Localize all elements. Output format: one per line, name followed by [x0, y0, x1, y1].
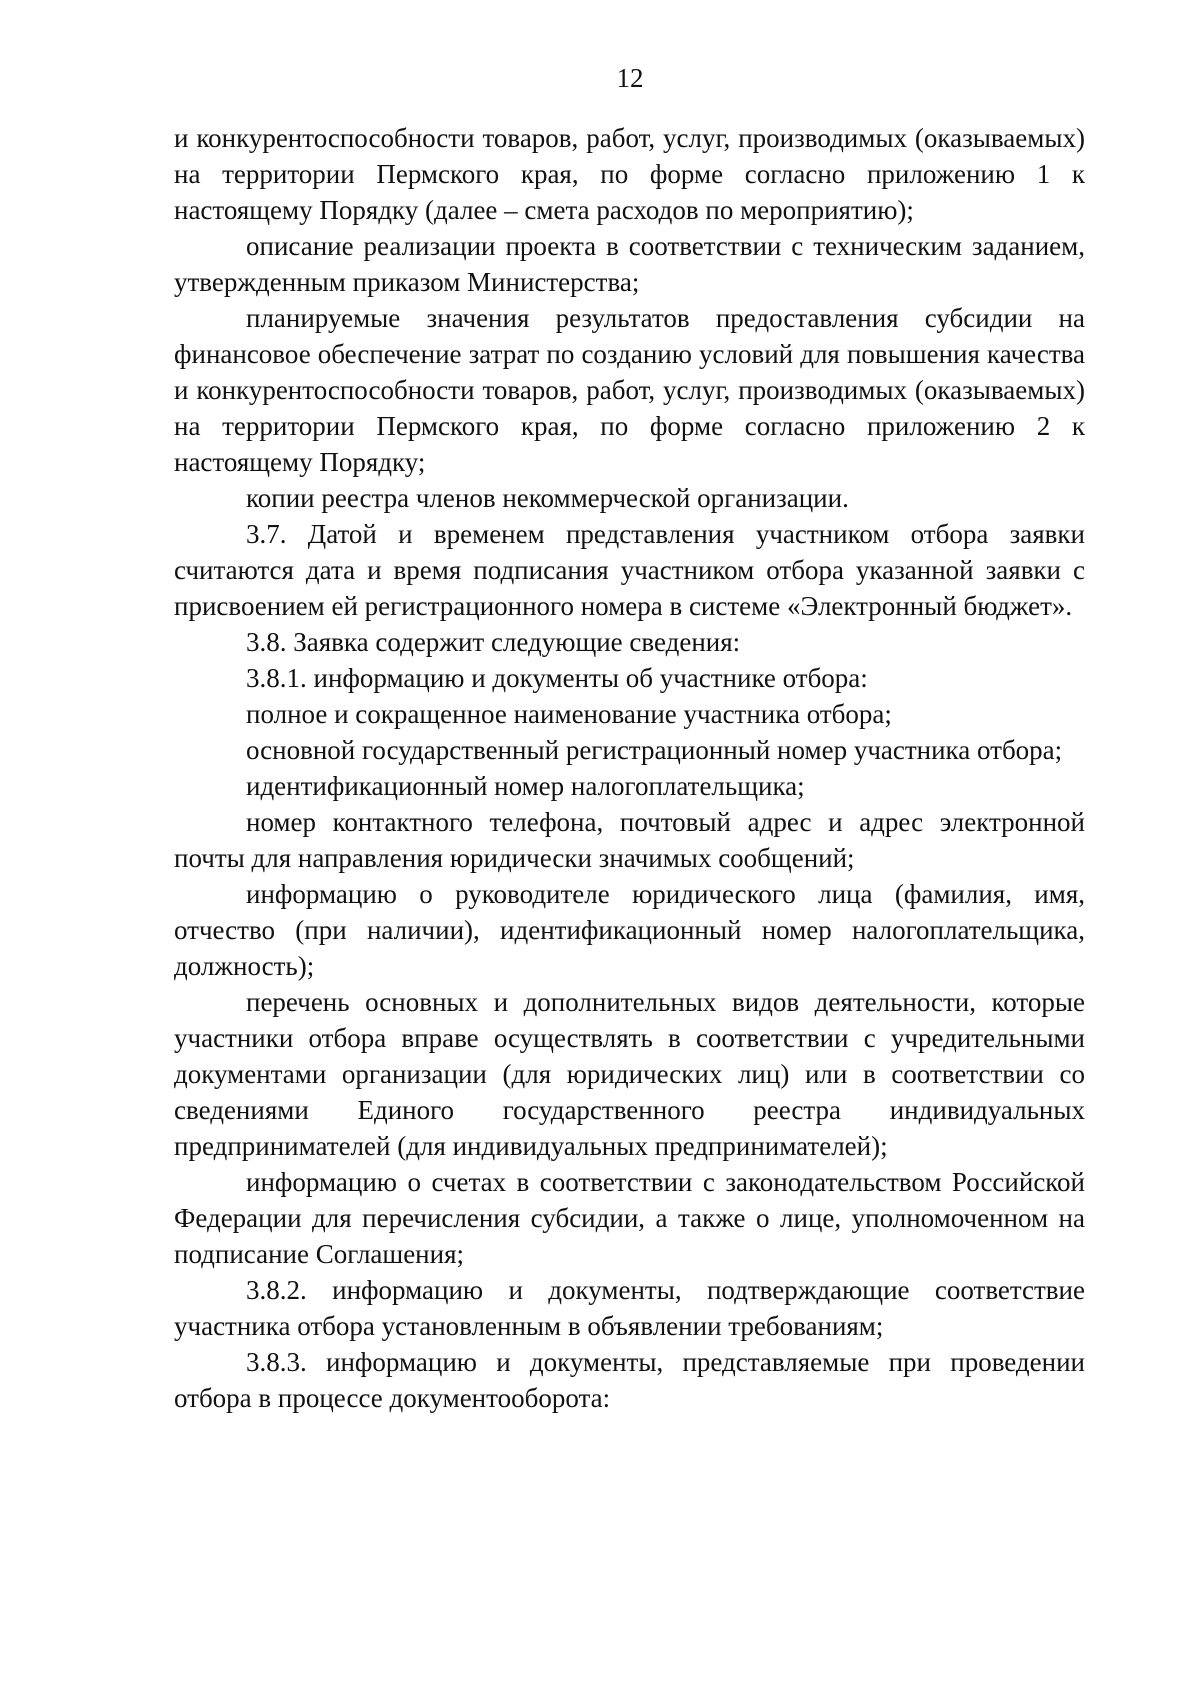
- document-body: [174, 120, 1085, 1416]
- paragraph-member-registry: копии реестра членов некоммерческой организации.: [246, 483, 849, 513]
- paragraph-full-name: полное и сокращенное наименование участника отбора;: [246, 699, 892, 729]
- paragraph-estimate-continuation: и конкурентоспособности товаров, работ, услуг, производимых (оказываемых) на территории Пермского края, по форме согласно приложению 1 к настоящему Порядку (далее – смета расходов по мероприятию);: [174, 123, 1085, 225]
- paragraph-planned-results: планируемые значения результатов предоставления субсидии на финансовое обеспечение затрат по созданию условий для повышения качества и конкурентоспособности товаров, работ, услуг, производимых (оказываемых) на территории Пермского края, по форме согласно приложению 2 к настоящему Порядку;: [174, 303, 1085, 477]
- page-number: 12: [616, 63, 644, 93]
- paragraph-contacts: номер контактного телефона, почтовый адрес и адрес электронной почты для направления юридически значимых сообщений;: [174, 807, 1085, 873]
- paragraph-3-8-2: 3.8.2. информацию и документы, подтверждающие соответствие участника отбора установленным в объявлении требованиям;: [174, 1275, 1085, 1341]
- paragraph-director-info: информацию о руководителе юридического лица (фамилия, имя, отчество (при наличии), идентификационный номер налогоплательщика, должность);: [174, 879, 1085, 981]
- paragraph-project-description: описание реализации проекта в соответствии с техническим заданием, утвержденным приказом Министерства;: [174, 231, 1085, 297]
- paragraph-ogrn: основной государственный регистрационный номер участника отбора;: [246, 735, 1063, 765]
- paragraph-3-8-3: 3.8.3. информацию и документы, представляемые при проведении отбора в процессе документооборота:: [174, 1347, 1085, 1413]
- paragraph-3-8-1: 3.8.1. информацию и документы об участнике отбора:: [246, 663, 868, 693]
- paragraph-3-7: 3.7. Датой и временем представления участником отбора заявки считаются дата и время подписания участником отбора указанной заявки с присвоением ей регистрационного номера в системе «Электронный бюджет».: [174, 519, 1085, 621]
- paragraph-3-8: 3.8. Заявка содержит следующие сведения:: [246, 627, 741, 657]
- paragraph-accounts: информацию о счетах в соответствии с законодательством Российской Федерации для перечисления субсидии, а также о лице, уполномоченном на подписание Соглашения;: [174, 1167, 1085, 1269]
- paragraph-inn: идентификационный номер налогоплательщика;: [246, 771, 805, 801]
- paragraph-activities: перечень основных и дополнительных видов деятельности, которые участники отбора вправе осуществлять в соответствии с учредительными документами организации (для юридических лиц) или в соответствии со сведениями Единого государственного реестра индивидуальных предпринимателей (для индивидуальных предпринимателей);: [174, 987, 1085, 1161]
